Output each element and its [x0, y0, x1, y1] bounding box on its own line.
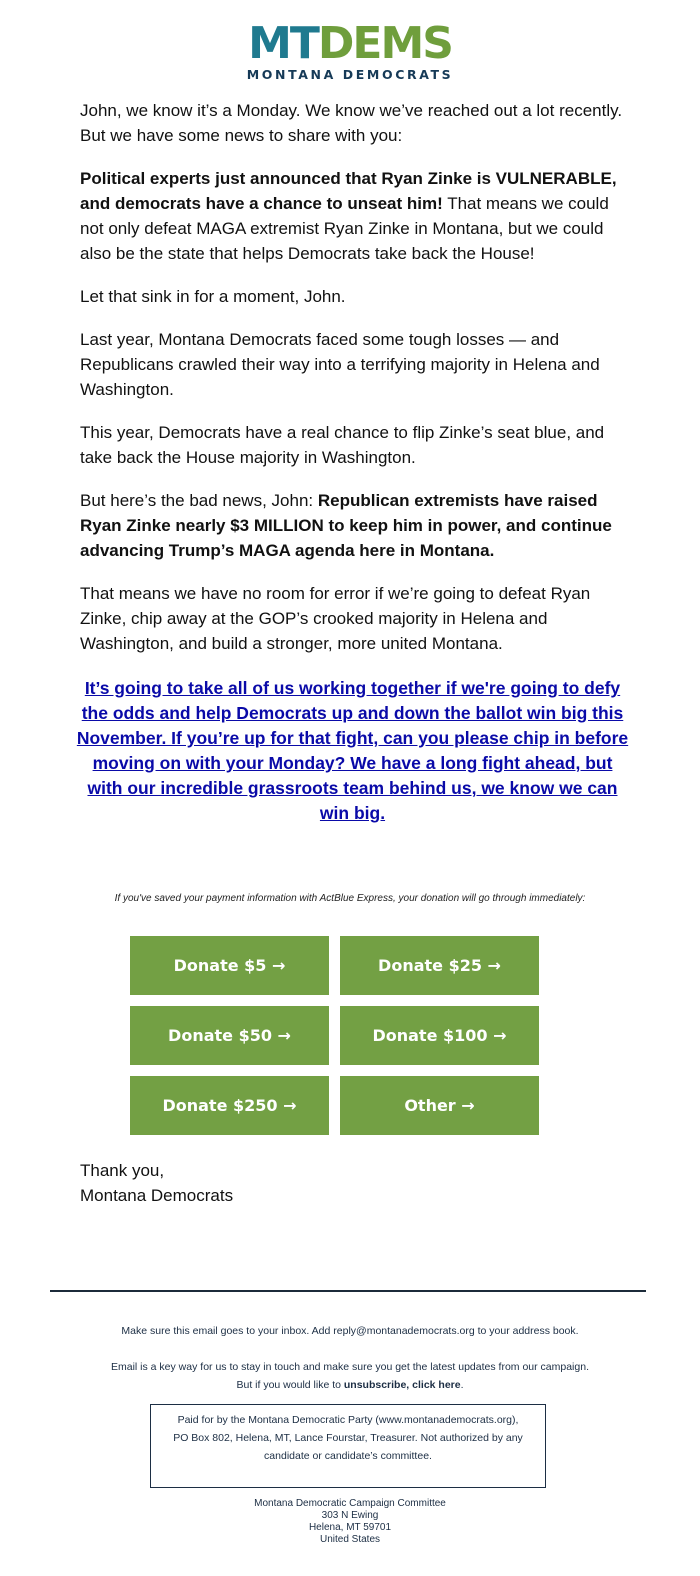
unsubscribe-line: [0, 1376, 700, 1394]
logo-dems: DEMS: [317, 18, 452, 69]
bad-news-bold: Republican extremists have raised Ryan Zinke nearly $3 MILLION to keep him in power, and continue advancing Trump’s MAGA agenda here in Montana.: [80, 491, 612, 560]
montana-democrats-logo: [0, 18, 700, 82]
unsubscribe-notice: [0, 1358, 700, 1394]
mailing-address: [0, 1498, 700, 1546]
address-org: Montana Democratic Campaign Committee: [254, 1498, 446, 1509]
logo-wordmark: [248, 18, 452, 69]
paragraph-vulnerable: [80, 166, 625, 266]
unsubscribe-link[interactable]: unsubscribe, click here: [343, 1379, 461, 1391]
footer-divider: [50, 1290, 646, 1292]
donate-250-button[interactable]: Donate $250 →: [130, 1076, 329, 1135]
inbox-note: Make sure this email goes to your inbox. Add reply@montanademocrats.org to your address book.: [121, 1325, 579, 1337]
signoff-thanks: Thank you,: [80, 1161, 165, 1180]
stay-in-touch-note: Email is a key way for us to stay in touch and make sure you get the latest updates from our campaign.: [111, 1361, 589, 1373]
logo-mt: MT: [248, 18, 318, 69]
paragraph-no-room: That means we have no room for error if we’re going to defeat Ryan Zinke, chip away at the GOP’s crooked majority in Helena and Washington, and build a stronger, more united Montana.: [80, 584, 591, 653]
vulnerable-bold: Political experts just announced that Ryan Zinke is VULNERABLE, and democrats have a chance to unseat him!: [80, 169, 617, 213]
paragraph-intro: John, we know it’s a Monday. We know we’ve reached out a lot recently. But we have some news to share with you:: [80, 101, 623, 145]
unsubscribe-tail: .: [460, 1379, 464, 1391]
vulnerable-rest: That means we could not only defeat MAGA extremist Ryan Zinke in Montana, but we could also be the state that helps Democrats take back the House!: [80, 194, 609, 263]
cta-donate-link[interactable]: It’s going to take all of us working together if we're going to defy the odds and help Democrats up and down the ballot win big this November. If you’re up for that fight, can you please chip in before moving on with your Monday? We have a long fight ahead, but with our incredible grassroots team behind us, we know we can win big.: [76, 678, 629, 823]
donate-other-button[interactable]: Other →: [340, 1076, 539, 1135]
address-city: Helena, MT 59701: [308, 1522, 392, 1533]
donate-5-button[interactable]: Donate $5 →: [130, 936, 329, 995]
address-street: 303 N Ewing: [321, 1510, 379, 1521]
email-body: [76, 98, 629, 826]
paragraph-last-year: Last year, Montana Democrats faced some tough losses — and Republicans crawled their way into a terrifying majority in Helena and Washington.: [80, 330, 600, 399]
address-country: United States: [319, 1534, 381, 1545]
donate-25-button[interactable]: Donate $25 →: [340, 936, 539, 995]
signoff-sender: Montana Democrats: [80, 1186, 234, 1205]
bad-news-lead: But here’s the bad news, John:: [80, 491, 318, 510]
donate-50-button[interactable]: Donate $50 →: [130, 1006, 329, 1065]
paragraph-sink-in: Let that sink in for a moment, John.: [80, 287, 346, 306]
paragraph-bad-news: [80, 488, 625, 563]
paragraph-this-year: This year, Democrats have a real chance to flip Zinke’s seat blue, and take back the House majority in Washington.: [80, 423, 605, 467]
unsubscribe-lead: But if you would like to: [236, 1379, 344, 1391]
donate-100-button[interactable]: Donate $100 →: [340, 1006, 539, 1065]
logo-subtitle: MONTANA DEMOCRATS: [246, 67, 454, 82]
actblue-express-note: If you've saved your payment information with ActBlue Express, your donation will go through immediately:: [114, 893, 586, 904]
paid-for-disclaimer: Paid for by the Montana Democratic Party (www.montanademocrats.org), PO Box 802, Helena, MT, Lance Fourstar, Treasurer. Not authorized by any candidate or candidate’s committee.: [150, 1404, 546, 1488]
signoff: [80, 1158, 480, 1208]
